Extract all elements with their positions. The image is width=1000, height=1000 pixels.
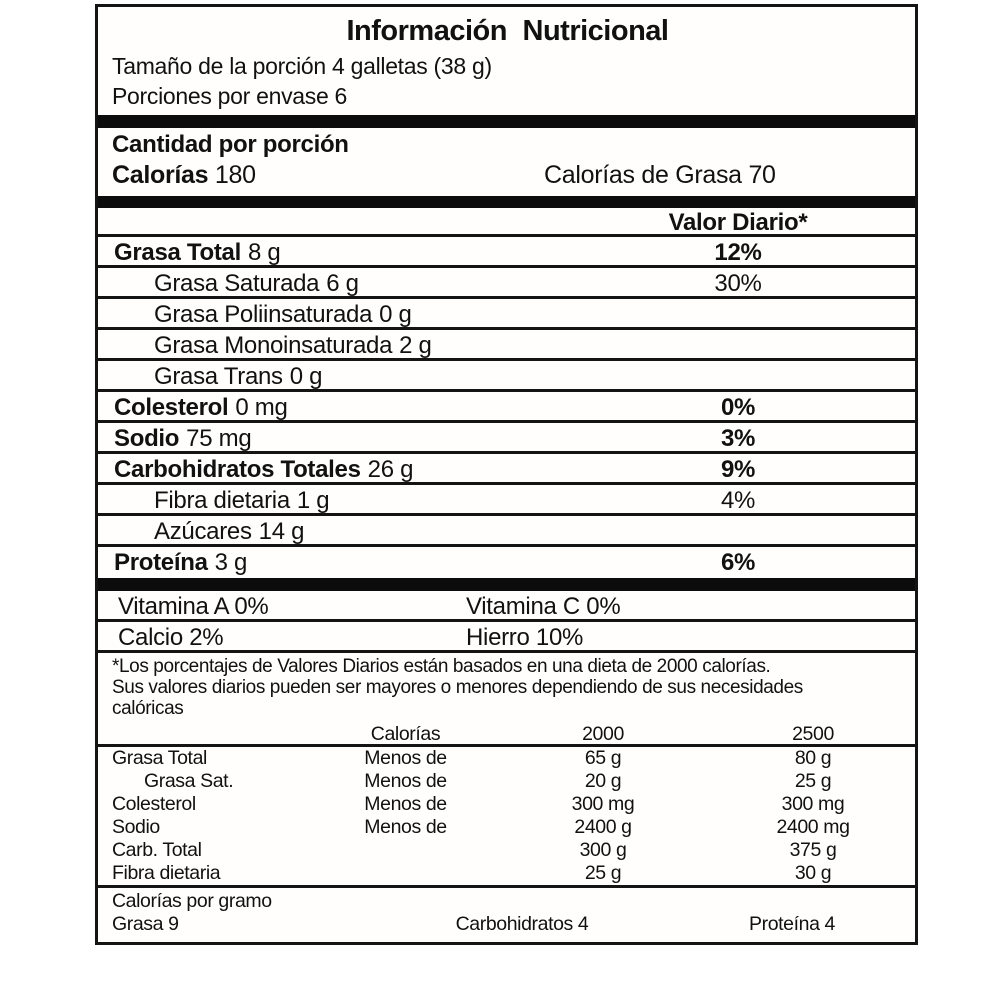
nutrition-facts-label bbox=[95, 4, 918, 945]
calories-from-fat-label: Calorías de Grasa bbox=[544, 161, 742, 189]
servings-per-container: Porciones por envase 6 bbox=[112, 83, 348, 109]
nutrient-row-colesterol bbox=[98, 392, 915, 423]
nutrient-daily-value: 6% bbox=[720, 549, 756, 576]
nutrient-amount: 75 mg bbox=[186, 425, 252, 452]
calories-per-gram-title: Calorías por gramo bbox=[112, 890, 272, 912]
footnote-line-2: Sus valores diarios pueden ser mayores o menores dependiendo de sus necesidades bbox=[112, 677, 803, 698]
daily-value-header: Valor Diario* bbox=[668, 209, 808, 236]
nutrient-name: Carbohidratos Totales bbox=[114, 456, 361, 483]
nutrient-name: Fibra dietaria bbox=[154, 487, 290, 514]
ref-2500-value: 375 g bbox=[789, 839, 837, 861]
ref-2500-value: 30 g bbox=[794, 862, 832, 884]
nutrient-amount: 14 g bbox=[258, 518, 305, 545]
nutrient-daily-value: 3% bbox=[720, 425, 756, 452]
vitamin-row-1 bbox=[98, 591, 915, 622]
reference-row-fibra bbox=[98, 862, 915, 885]
reference-row-grasa-sat bbox=[98, 770, 915, 793]
ref-qualifier: Menos de bbox=[364, 793, 447, 815]
amount-per-serving-title: Cantidad por porción bbox=[112, 131, 349, 158]
nutrient-daily-value: 0% bbox=[720, 394, 756, 421]
ref-2000-value: 65 g bbox=[584, 747, 622, 769]
vitamins-section bbox=[98, 591, 915, 653]
nutrient-name: Grasa Poliinsaturada bbox=[154, 301, 373, 328]
nutrient-row-grasa-monoinsaturada bbox=[98, 330, 915, 361]
nutrient-row-azucares bbox=[98, 516, 915, 547]
vitamin-a: Vitamina A 0% bbox=[118, 593, 269, 620]
nutrient-amount: 6 g bbox=[326, 270, 359, 297]
nutrient-daily-value: 4% bbox=[720, 487, 756, 514]
calories-row bbox=[112, 159, 903, 192]
vitamin-c: Vitamina C 0% bbox=[466, 593, 621, 620]
cpg-proteina: Proteína 4 bbox=[749, 913, 835, 935]
label-header bbox=[98, 7, 915, 115]
header-2000: 2000 bbox=[582, 723, 624, 745]
calories-label: Calorías bbox=[112, 161, 209, 189]
ref-2000-value: 2400 g bbox=[574, 816, 632, 838]
nutrient-amount: 1 g bbox=[296, 487, 330, 514]
calories-from-fat bbox=[544, 159, 776, 192]
nutrient-amount: 3 g bbox=[214, 549, 248, 576]
nutrient-amount: 8 g bbox=[247, 239, 281, 266]
ref-name: Fibra dietaria bbox=[112, 862, 221, 884]
nutrient-row-grasa-trans bbox=[98, 361, 915, 392]
ref-name: Grasa Total bbox=[112, 747, 207, 769]
nutrient-name: Colesterol bbox=[114, 394, 229, 421]
reference-values-table bbox=[98, 721, 915, 885]
header-2500: 2500 bbox=[792, 723, 834, 745]
ref-name: Colesterol bbox=[112, 793, 196, 815]
serving-size: Tamaño de la porción 4 galletas (38 g) bbox=[112, 53, 492, 79]
ref-2000-value: 300 g bbox=[579, 839, 627, 861]
calories-per-gram-section bbox=[98, 885, 915, 942]
ref-2000-value: 20 g bbox=[584, 770, 622, 792]
calcio: Calcio 2% bbox=[118, 624, 224, 651]
section-divider-bar bbox=[98, 578, 915, 591]
nutrient-row-grasa-poliinsaturada bbox=[98, 299, 915, 330]
ref-2000-value: 300 mg bbox=[571, 793, 635, 815]
ref-qualifier: Menos de bbox=[364, 770, 447, 792]
ref-name: Grasa Sat. bbox=[144, 770, 234, 792]
vitamin-row-2 bbox=[98, 622, 915, 653]
cpg-grasa: Grasa 9 bbox=[112, 913, 179, 935]
reference-table-header bbox=[98, 721, 915, 747]
nutrient-name: Proteína bbox=[114, 549, 208, 576]
nutrient-amount: 26 g bbox=[367, 456, 414, 483]
cpg-carbohidratos: Carbohidratos 4 bbox=[455, 913, 589, 935]
reference-row-sodio bbox=[98, 816, 915, 839]
nutrient-row-grasa-saturada bbox=[98, 268, 915, 299]
nutrient-name: Grasa Trans bbox=[154, 363, 283, 390]
nutrient-row-proteina bbox=[98, 547, 915, 578]
ref-2500-value: 2400 mg bbox=[776, 816, 850, 838]
nutrient-row-sodio bbox=[98, 423, 915, 454]
ref-qualifier: Menos de bbox=[364, 816, 447, 838]
calories-per-gram-items bbox=[112, 912, 903, 936]
ref-qualifier: Menos de bbox=[364, 747, 447, 769]
nutrient-daily-value: 30% bbox=[714, 270, 762, 297]
nutrient-daily-value: 9% bbox=[720, 456, 756, 483]
section-divider-bar bbox=[98, 115, 915, 128]
hierro: Hierro 10% bbox=[466, 624, 584, 651]
header-calorias: Calorías bbox=[370, 723, 441, 745]
calories-value: 180 bbox=[214, 161, 256, 189]
section-divider-bar bbox=[98, 196, 915, 208]
nutrient-amount: 2 g bbox=[399, 332, 432, 359]
ref-name: Sodio bbox=[112, 816, 160, 838]
nutrient-amount: 0 mg bbox=[235, 394, 288, 421]
nutrient-amount: 0 g bbox=[379, 301, 412, 328]
reference-row-colesterol bbox=[98, 793, 915, 816]
label-title: Información Nutricional bbox=[346, 15, 669, 47]
nutrient-row-carbohidratos bbox=[98, 454, 915, 485]
calories-from-fat-value: 70 bbox=[748, 161, 776, 189]
footnote-line-3: calóricas bbox=[112, 698, 184, 719]
nutrient-name: Sodio bbox=[114, 425, 180, 452]
nutrient-rows bbox=[98, 237, 915, 578]
nutrient-name: Azúcares bbox=[154, 518, 252, 545]
nutrient-name: Grasa Total bbox=[114, 239, 241, 266]
nutrient-row-grasa-total bbox=[98, 237, 915, 268]
amount-per-serving-section bbox=[98, 128, 915, 196]
reference-row-grasa-total bbox=[98, 747, 915, 770]
nutrient-daily-value: 12% bbox=[714, 239, 762, 266]
nutrient-name: Grasa Saturada bbox=[154, 270, 320, 297]
ref-name: Carb. Total bbox=[112, 839, 202, 861]
nutrient-row-fibra bbox=[98, 485, 915, 516]
ref-2000-value: 25 g bbox=[584, 862, 622, 884]
daily-value-footnote bbox=[98, 653, 915, 721]
reference-row-carb-total bbox=[98, 839, 915, 862]
ref-2500-value: 80 g bbox=[794, 747, 832, 769]
footnote-line-1: *Los porcentajes de Valores Diarios están basados en una dieta de 2000 calorías. bbox=[112, 656, 771, 677]
daily-value-header-row bbox=[98, 208, 915, 237]
nutrient-name: Grasa Monoinsaturada bbox=[154, 332, 393, 359]
nutrient-amount: 0 g bbox=[289, 363, 323, 390]
ref-2500-value: 25 g bbox=[794, 770, 832, 792]
ref-2500-value: 300 mg bbox=[781, 793, 845, 815]
